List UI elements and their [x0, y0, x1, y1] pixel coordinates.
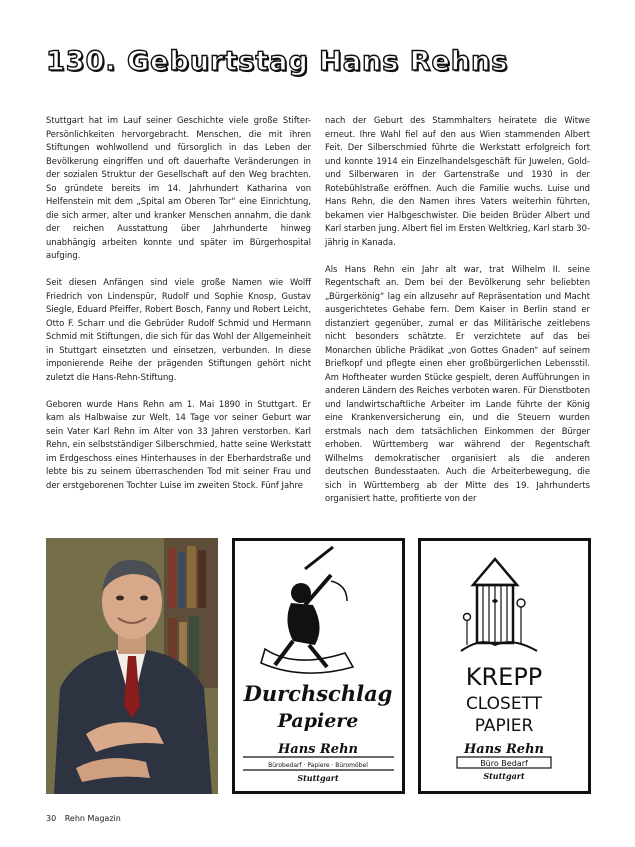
- poster-line1: KREPP: [465, 663, 543, 691]
- portrait-painting: [46, 538, 218, 794]
- poster-brand: Hans Rehn: [464, 742, 544, 757]
- poster-brand: Hans Rehn: [278, 742, 358, 757]
- poster-krepp-closett-papier: [418, 538, 591, 794]
- page-title: 130. Geburtstag Hans Rehns: [46, 46, 509, 77]
- poster-headline-line2: Papiere: [277, 710, 359, 732]
- article-column-left: [46, 114, 311, 492]
- paragraph: Als Hans Rehn ein Jahr alt war, trat Wilhelm II. seine Regentschaft an. Dem bei der Bevölkerung sehr beliebten „Bürgerkönig“ lag ein allzusehr auf Repräsentation und Macht ausgerichtetes Gehabe fern. Dem Kaiser in Berlin stand er distanziert gegenüber, zumal er das Militärische zeitlebens nicht besonders schätzte. Er verzichtete auf das bei Monarchen übliche Prädikat „von Gottes Gnaden“ auf seinem Briefkopf und pflegte einen eher großbürgerlichen Lebensstil. Am Hoftheater wurden Stücke gespielt, deren Aufführungen in anderen Ländern des Reiches verboten waren. Für Dienstboten und landwirtschaftliche Arbeiter im Lande führte der König eine Krankenversicherung ein, und die Steuern wurden erstmals nach dem tatsächlichen Einkommen der Bürger erhoben. Württemberg war während der Regentschaft Wilhelms demokratischer organisiert als die anderen deutschen Bundesstaaten. Auch die Arbeiterbewegung, die sich in Württemberg ab der Mitte des 19. Jahrhunderts organisiert hatte, profitierte von der: [325, 263, 590, 503]
- poster-city: Stuttgart: [297, 773, 339, 783]
- poster-tagline: Büro Bedarf: [480, 759, 528, 768]
- poster-tagline: Bürobedarf · Papiere · Büromöbel: [268, 762, 368, 769]
- poster-durchschlag-papiere: [232, 538, 405, 794]
- poster-city: Stuttgart: [483, 771, 525, 781]
- poster-line2: CLOSETT: [465, 694, 543, 714]
- article-column-right: [325, 114, 590, 506]
- photo-strip: [46, 538, 591, 794]
- page-footer: [46, 814, 121, 823]
- paragraph: Seit diesen Anfängen sind viele große Namen wie Wolff Friedrich von Lindenspür, Rudolf und Sophie Knosp, Gustav Siegle, Eduard Pfeiffer, Robert Bosch, Fanny und Robert Leicht, Otto F. Scharr und die Gebrüder Rudolf Schmid und Hermann Schmid mit Stiftungen, die sich für das Wohl der Allgemeinheit in Stuttgart einsetzten und einsetzen, verbunden. In diese imponierende Reihe der prägenden Stiftungen gehört nicht zuletzt die Hans-Rehn-Stiftung.: [46, 277, 311, 382]
- poster-krepp-image: [421, 541, 588, 791]
- portrait-image: [46, 538, 218, 794]
- paragraph: nach der Geburt des Stammhalters heiratete die Witwe erneut. Ihre Wahl fiel auf den aus Wien stammenden Albert Feit. Der Silberschmied führte die Werkstatt erfolgreich fort und konnte 1914 ein Einzelhandelsgeschäft für Juwelen, Gold- und Silberwaren in der Gartenstraße und 1930 in der Rotebühlstraße eröffnen. Auch die Familie wuchs. Luise und Hans Rehn, die den Namen ihres Vaters weiterhin führten, bekamen vier Halbgeschwister. Die beiden Brüder Albert und Karl starben jung. Albert fiel im Ersten Weltkrieg, Karl starb 30-jährig in Kanada.: [325, 115, 590, 247]
- paragraph: Geboren wurde Hans Rehn am 1. Mai 1890 in Stuttgart. Er kam als Halbwaise zur Welt. 14 Tage vor seiner Geburt war sein Vater Karl Rehn im Alter von 33 Jahren verstorben. Karl Rehn, ein selbstständiger Silberschmied, hatte seine Werkstatt im Erdgeschoss eines Hinterhauses in der Eberhardstraße und lebte bis zu seinem überraschenden Tod mit seiner Frau und der erstgeborenen Tochter Luise im zweiten Stock. Fünf Jahre: [46, 398, 311, 490]
- poster-durchschlag-image: [235, 541, 402, 791]
- poster-line3: PAPIER: [474, 716, 534, 736]
- magazine-name: Rehn Magazin: [64, 814, 121, 823]
- page-number: 30: [46, 814, 57, 823]
- paragraph: Stuttgart hat im Lauf seiner Geschichte viele große Stifter-Persönlichkeiten hervorgebracht. Menschen, die mit ihren Stiftungen wohlwollend und fürsorglich in das Leben der Bevölkerung eingriffen und oft dauerhafte Veränderungen in der sozialen Struktur der Gesellschaft auf den Weg brachten. So gründete bereits im 14. Jahrhundert Katharina von Helfenstein mit dem „Spital am Oberen Tor“ eine Einrichtung, die sich armer, alter und kranker Menschen annahm, die dank der reichen Ausstattung über Jahrhunderte hinweg unabhängig arbeiten konnte und später im Bürgerhospital aufging.: [46, 115, 311, 260]
- poster-headline-line1: Durchschlag: [243, 681, 393, 706]
